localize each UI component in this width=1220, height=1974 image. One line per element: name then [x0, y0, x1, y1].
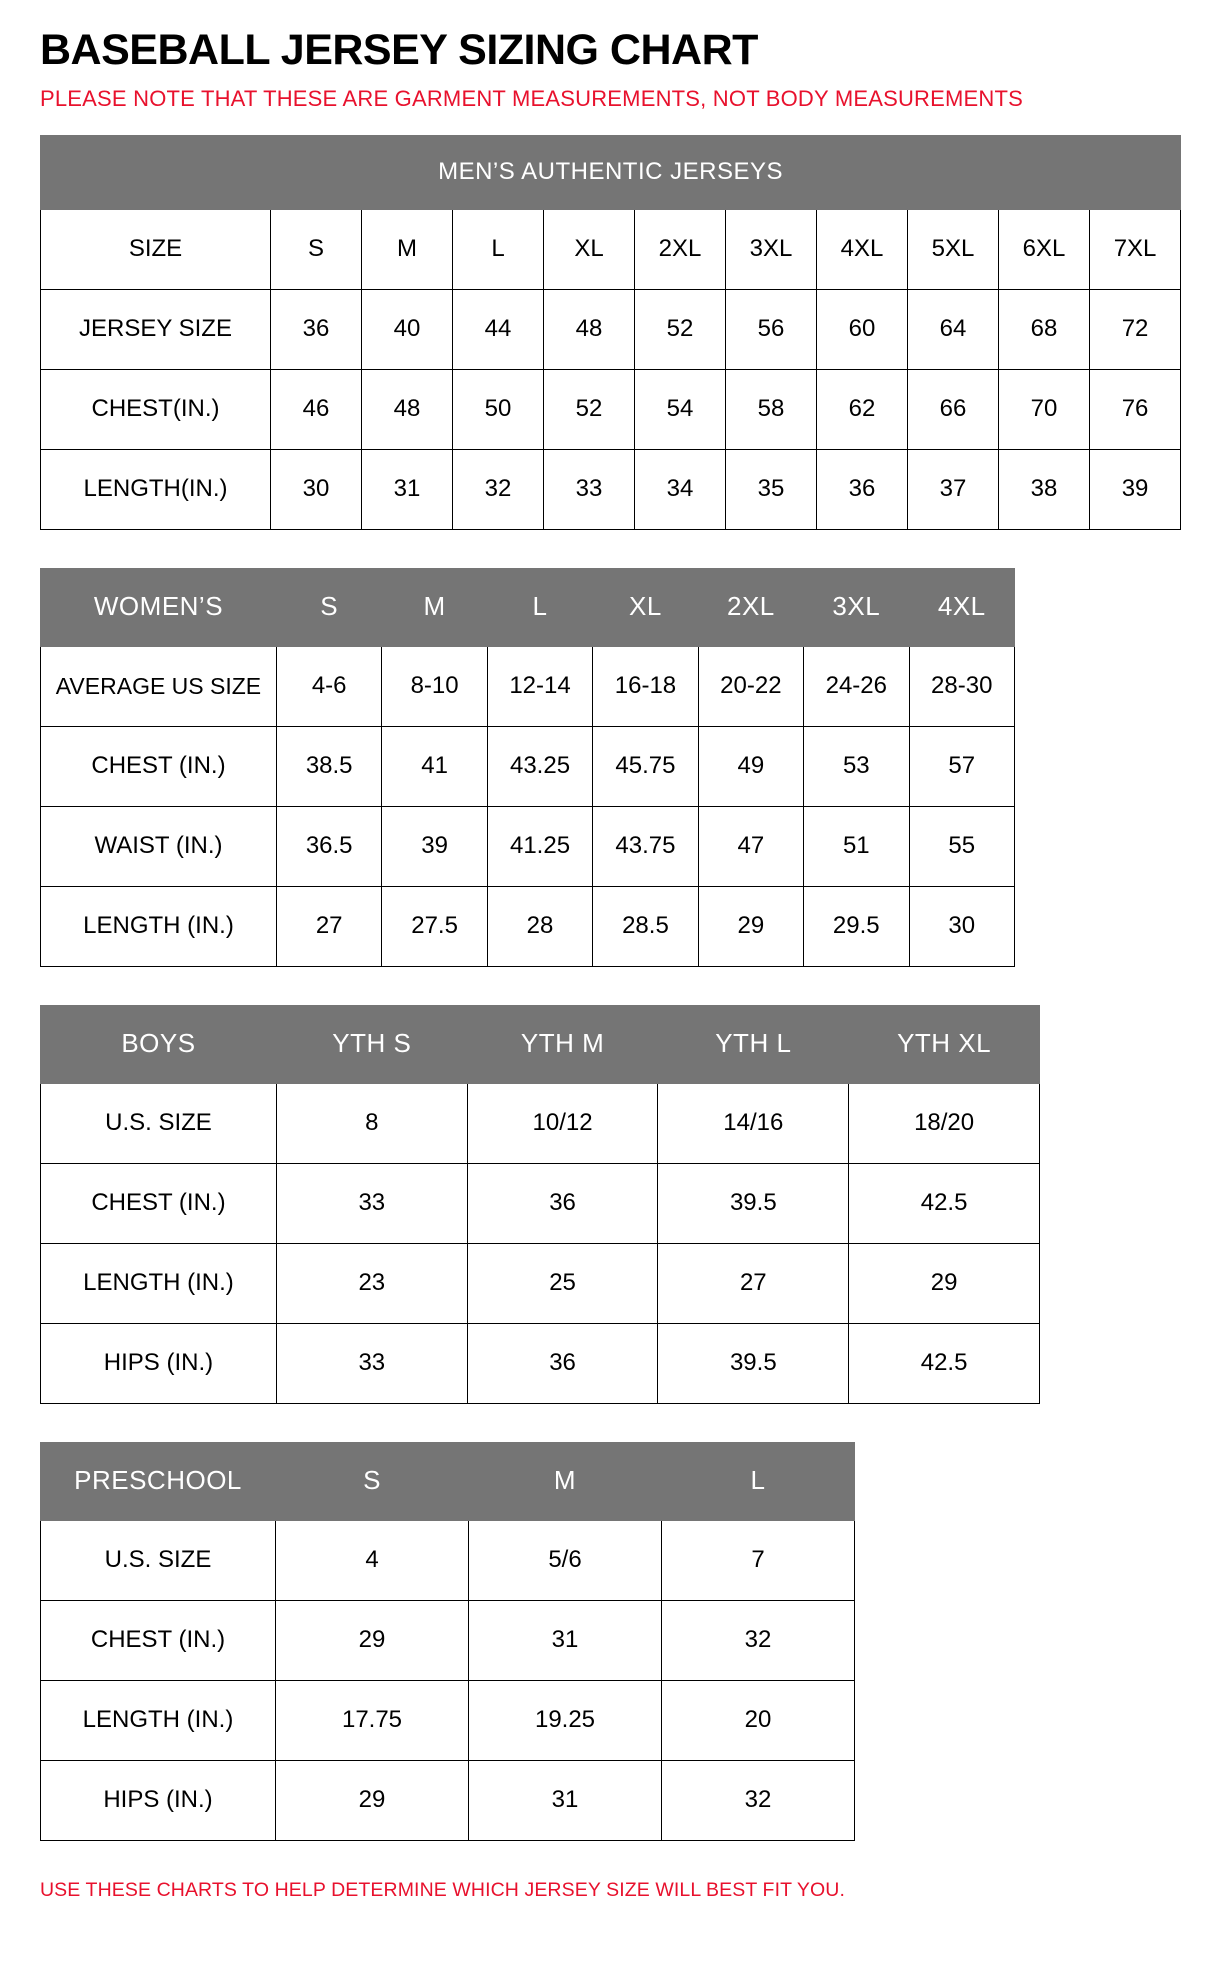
cell: 44: [453, 289, 544, 369]
cell: 29: [276, 1600, 469, 1680]
cell: 14/16: [658, 1083, 849, 1163]
cell: 36.5: [276, 806, 381, 886]
preschool-header-cell: M: [469, 1442, 662, 1520]
cell: 8: [276, 1083, 467, 1163]
cell: 2XL: [635, 209, 726, 289]
cell: 43.25: [487, 726, 592, 806]
womens-header-row: [41, 568, 1015, 646]
cell: 28.5: [593, 886, 698, 966]
table-row: [41, 1323, 1040, 1403]
cell: S: [271, 209, 362, 289]
boys-header-cell: YTH M: [467, 1005, 658, 1083]
cell: 47: [698, 806, 803, 886]
row-label: LENGTH (IN.): [41, 1243, 277, 1323]
cell: 42.5: [849, 1163, 1040, 1243]
cell: 36: [467, 1163, 658, 1243]
cell: 68: [999, 289, 1090, 369]
cell: 18/20: [849, 1083, 1040, 1163]
cell: 39.5: [658, 1323, 849, 1403]
cell: XL: [544, 209, 635, 289]
cell: 35: [726, 449, 817, 529]
cell: 16-18: [593, 646, 698, 726]
cell: 38: [999, 449, 1090, 529]
womens-header-cell: 3XL: [804, 568, 909, 646]
cell: 37: [908, 449, 999, 529]
cell: 36: [817, 449, 908, 529]
cell: 10/12: [467, 1083, 658, 1163]
cell: 32: [453, 449, 544, 529]
table-row: [41, 806, 1015, 886]
preschool-size-table: [40, 1442, 855, 1841]
cell: 45.75: [593, 726, 698, 806]
cell: 3XL: [726, 209, 817, 289]
cell: 51: [804, 806, 909, 886]
cell: 58: [726, 369, 817, 449]
table-row: [41, 209, 1181, 289]
row-label: JERSEY SIZE: [41, 289, 271, 369]
row-label: CHEST (IN.): [41, 1600, 276, 1680]
cell: 34: [635, 449, 726, 529]
cell: 49: [698, 726, 803, 806]
table-row: [41, 886, 1015, 966]
cell: 12-14: [487, 646, 592, 726]
cell: 39: [382, 806, 487, 886]
cell: 30: [271, 449, 362, 529]
cell: 53: [804, 726, 909, 806]
womens-header-cell: S: [276, 568, 381, 646]
cell: 39: [1090, 449, 1181, 529]
cell: 62: [817, 369, 908, 449]
boys-header-cell: YTH XL: [849, 1005, 1040, 1083]
row-label: CHEST (IN.): [41, 726, 277, 806]
table-row: [41, 1760, 855, 1840]
cell: 29: [698, 886, 803, 966]
boys-header-cell: YTH S: [276, 1005, 467, 1083]
cell: 46: [271, 369, 362, 449]
womens-header-cell: M: [382, 568, 487, 646]
row-label: SIZE: [41, 209, 271, 289]
cell: 52: [544, 369, 635, 449]
row-label: WAIST (IN.): [41, 806, 277, 886]
cell: 70: [999, 369, 1090, 449]
cell: 31: [362, 449, 453, 529]
preschool-header-cell: L: [662, 1442, 855, 1520]
table-row: [41, 1600, 855, 1680]
page-title: BASEBALL JERSEY SIZING CHART: [40, 26, 758, 74]
preschool-header-label: PRESCHOOL: [41, 1442, 276, 1520]
cell: 8-10: [382, 646, 487, 726]
cell: 41.25: [487, 806, 592, 886]
preschool-header-cell: S: [276, 1442, 469, 1520]
cell: 27: [658, 1243, 849, 1323]
cell: 4XL: [817, 209, 908, 289]
cell: 55: [909, 806, 1015, 886]
table-row: [41, 449, 1181, 529]
cell: M: [362, 209, 453, 289]
footer-note: USE THESE CHARTS TO HELP DETERMINE WHICH JERSEY SIZE WILL BEST FIT YOU.: [40, 1878, 845, 1901]
table-row: [41, 1243, 1040, 1323]
measurement-note: PLEASE NOTE THAT THESE ARE GARMENT MEASUREMENTS, NOT BODY MEASUREMENTS: [40, 86, 1024, 112]
cell: 52: [635, 289, 726, 369]
cell: 20-22: [698, 646, 803, 726]
cell: 28: [487, 886, 592, 966]
row-label: CHEST (IN.): [41, 1163, 277, 1243]
cell: 64: [908, 289, 999, 369]
cell: 60: [817, 289, 908, 369]
cell: 39.5: [658, 1163, 849, 1243]
cell: 5/6: [469, 1520, 662, 1600]
cell: 25: [467, 1243, 658, 1323]
boys-header-cell: YTH L: [658, 1005, 849, 1083]
cell: 27.5: [382, 886, 487, 966]
cell: 7XL: [1090, 209, 1181, 289]
cell: 30: [909, 886, 1015, 966]
cell: 17.75: [276, 1680, 469, 1760]
boys-size-table: [40, 1005, 1040, 1404]
table-row: [41, 646, 1015, 726]
cell: 33: [276, 1323, 467, 1403]
cell: 28-30: [909, 646, 1015, 726]
cell: 42.5: [849, 1323, 1040, 1403]
cell: 33: [544, 449, 635, 529]
cell: 4-6: [276, 646, 381, 726]
cell: 36: [271, 289, 362, 369]
cell: 38.5: [276, 726, 381, 806]
cell: 29.5: [804, 886, 909, 966]
cell: 23: [276, 1243, 467, 1323]
cell: 6XL: [999, 209, 1090, 289]
row-label: HIPS (IN.): [41, 1760, 276, 1840]
womens-header-cell: L: [487, 568, 592, 646]
preschool-header-row: [41, 1442, 855, 1520]
womens-header-cell: XL: [593, 568, 698, 646]
table-row: [41, 1163, 1040, 1243]
cell: 31: [469, 1600, 662, 1680]
cell: 56: [726, 289, 817, 369]
boys-header-label: BOYS: [41, 1005, 277, 1083]
row-label: U.S. SIZE: [41, 1520, 276, 1600]
cell: 76: [1090, 369, 1181, 449]
cell: 31: [469, 1760, 662, 1840]
cell: 27: [276, 886, 381, 966]
cell: 33: [276, 1163, 467, 1243]
cell: 4: [276, 1520, 469, 1600]
cell: 5XL: [908, 209, 999, 289]
cell: 32: [662, 1600, 855, 1680]
womens-size-table: [40, 568, 1015, 967]
table-row: [41, 1520, 855, 1600]
row-label: AVERAGE US SIZE: [41, 646, 277, 726]
row-label: LENGTH(IN.): [41, 449, 271, 529]
row-label: HIPS (IN.): [41, 1323, 277, 1403]
cell: 66: [908, 369, 999, 449]
womens-header-label: WOMEN’S: [41, 568, 277, 646]
womens-header-cell: 2XL: [698, 568, 803, 646]
table-row: [41, 726, 1015, 806]
mens-banner-row: [41, 135, 1181, 209]
mens-banner: MEN’S AUTHENTIC JERSEYS: [41, 135, 1181, 209]
cell: 54: [635, 369, 726, 449]
row-label: LENGTH (IN.): [41, 886, 277, 966]
cell: 50: [453, 369, 544, 449]
cell: 29: [276, 1760, 469, 1840]
cell: L: [453, 209, 544, 289]
mens-size-table: [40, 135, 1181, 530]
cell: 41: [382, 726, 487, 806]
table-row: [41, 369, 1181, 449]
cell: 57: [909, 726, 1015, 806]
table-row: [41, 1680, 855, 1760]
cell: 36: [467, 1323, 658, 1403]
cell: 48: [362, 369, 453, 449]
cell: 48: [544, 289, 635, 369]
cell: 29: [849, 1243, 1040, 1323]
row-label: LENGTH (IN.): [41, 1680, 276, 1760]
cell: 24-26: [804, 646, 909, 726]
cell: 19.25: [469, 1680, 662, 1760]
cell: 7: [662, 1520, 855, 1600]
cell: 43.75: [593, 806, 698, 886]
cell: 72: [1090, 289, 1181, 369]
womens-header-cell: 4XL: [909, 568, 1015, 646]
cell: 32: [662, 1760, 855, 1840]
table-row: [41, 1083, 1040, 1163]
table-row: [41, 289, 1181, 369]
row-label: CHEST(IN.): [41, 369, 271, 449]
boys-header-row: [41, 1005, 1040, 1083]
row-label: U.S. SIZE: [41, 1083, 277, 1163]
cell: 20: [662, 1680, 855, 1760]
cell: 40: [362, 289, 453, 369]
